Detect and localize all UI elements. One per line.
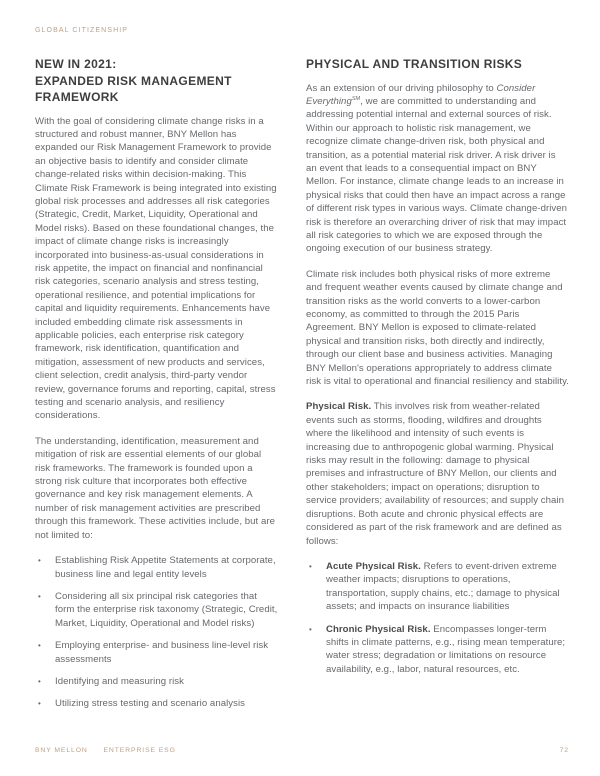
section-eyebrow: GLOBAL CITIZENSHIP (35, 27, 129, 34)
page-number: 72 (559, 747, 569, 754)
list-item (35, 590, 279, 630)
paragraph-risk-culture: The understanding, identification, measurement and mitigation of risk are essential elements of our global risk frameworks. The framework is founded upon a strong risk culture that incorporates both effective governance and key risk management elements. A number of risk management activities are prescribed through this framework. These activities include, but are not limited to: (35, 435, 275, 541)
paragraph-text: As an extension of our driving philosophy to (306, 82, 497, 94)
list-item (35, 675, 279, 688)
bullet-icon: • (309, 624, 312, 634)
paragraph-text: , we are committed to understanding and addressing potential internal and external sources of risk. Within our approach to holistic risk management, we recognize climate change-driven risk, both physical and transition, as a potential material risk driver. A risk driver is an event that leads to a consequential impact on BNY Mellon. For instance, climate change leads to an increase in physical risks that could then have an impact across a range of different risk types in various ways. Climate change-driven risk is therefore an overarching driver of risk that may impact all risk categories to which we are exposed through the ongoing execution of our business strategy. (306, 95, 568, 255)
paragraph-physical-risk (306, 400, 569, 547)
page-footer (35, 747, 569, 754)
bullet-icon: • (38, 556, 41, 566)
bullet-icon: • (309, 561, 312, 571)
footer-brand: BNY MELLON (35, 747, 88, 754)
footer-document-title: ENTERPRISE ESG (103, 747, 176, 754)
left-column (35, 56, 279, 720)
right-column-heading: PHYSICAL AND TRANSITION RISKS (306, 57, 523, 71)
paragraph-text: This involves risk from weather-related events such as storms, flooding, wildfires and droughts where the likelihood and intensity of such events is increasing due to anthropogenic global warming. Physical risks may result in the following: damage to physical premises and infrastructure of BNY Mellon, our clients and other stakeholders; impact on operations; disruption to service providers; availability of resources; and supply chain disruptions. Both acute and chronic physical effects are considered as part of the risk framework and are defined as follows: (306, 401, 564, 547)
list-item-text: Identifying and measuring risk (55, 675, 184, 687)
list-item (306, 623, 569, 677)
list-item-text: Establishing Risk Appetite Statements at corporate, business line and legal entity levels (55, 555, 276, 580)
list-item-text: Utilizing stress testing and scenario analysis (55, 698, 245, 710)
physical-risk-lead-in: Physical Risk. (306, 401, 372, 413)
risk-activities-list (35, 554, 279, 711)
paragraph-risk-framework: With the goal of considering climate change risks in a structured and robust manner, BNY Mellon has expanded our Risk Management Framework to provide an objective basis to identify and consider climate change-related risks within decision-making. This Climate Risk Framework is being integrated into existing global risk processes and addresses all risk categories (Strategic, Credit, Market, Liquidity, Operational and Model risks). Based on these foundational changes, the impact of climate change risks is increasingly incorporated into business-as-usual considerations in risk appetite, the impact on financial and nonfinancial risk categories, scenario analysis and stress testing, operational resilience, and potential implications for capital and liquidity requirements. Enhancements have included embedding climate risk assessments in applicable policies, each enterprise risk category framework, risk identification, quantification and mitigation, assessment of new products and services, client selection, credit analysis, third-party vendor review, governance forums and reporting, capital, stress testing and scenario analysis, and resiliency considerations. (35, 115, 277, 422)
bullet-icon: • (38, 641, 41, 651)
list-item-text: Encompasses longer-term shifts in climate patterns, e.g., rising mean temperature; water stress; degradation or limitations on resource availability, e.g., labor, natural resources, etc. (326, 623, 566, 675)
list-item-text: Considering all six principal risk categories that form the enterprise risk taxonomy (Strategic, Credit, Market, Liquidity, Operational and Model risks) (55, 590, 278, 629)
list-item-text: Employing enterprise- and business line-level risk assessments (55, 640, 269, 665)
footer-brand-block (35, 747, 176, 754)
bullet-icon: • (38, 591, 41, 601)
heading-line: NEW IN 2021: (35, 57, 117, 71)
physical-risk-types-list (306, 560, 569, 676)
list-item-text: Refers to event-driven extreme weather impacts; disruptions to operations, transportation, supply chains, etc.; damage to physical assets; and impacts on insurance liabilities (326, 560, 560, 613)
consider-everything-trademark-text: Consider Everything (306, 82, 536, 107)
list-item (306, 560, 569, 614)
left-column-heading (35, 56, 279, 106)
heading-line: EXPANDED RISK MANAGEMENT (35, 73, 232, 88)
acute-physical-risk-lead-in: Acute Physical Risk. (326, 560, 421, 572)
chronic-physical-risk-lead-in: Chronic Physical Risk. (326, 623, 431, 635)
bullet-icon: • (38, 699, 41, 709)
paragraph-climate-risk: Climate risk includes both physical risks of more extreme and frequent weather events caused by climate change and transition risks as the world converts to a lower-carbon economy, as committed to through the 2015 Paris Agreement. BNY Mellon is exposed to climate-related physical and transition risks, both directly and indirectly, through our client base and business activities. Managing BNY Mellon's operations appropriately to address climate risk is vital to operational and financial resiliency and stability. (306, 268, 569, 388)
paragraph-consider-everything (306, 82, 569, 256)
service-mark-superscript: SM (351, 95, 361, 102)
two-column-layout (35, 56, 569, 720)
list-item (35, 554, 279, 581)
heading-line: FRAMEWORK (35, 90, 119, 104)
list-item (35, 639, 279, 666)
list-item (35, 697, 279, 710)
right-column (306, 56, 569, 720)
bullet-icon: • (38, 676, 41, 686)
